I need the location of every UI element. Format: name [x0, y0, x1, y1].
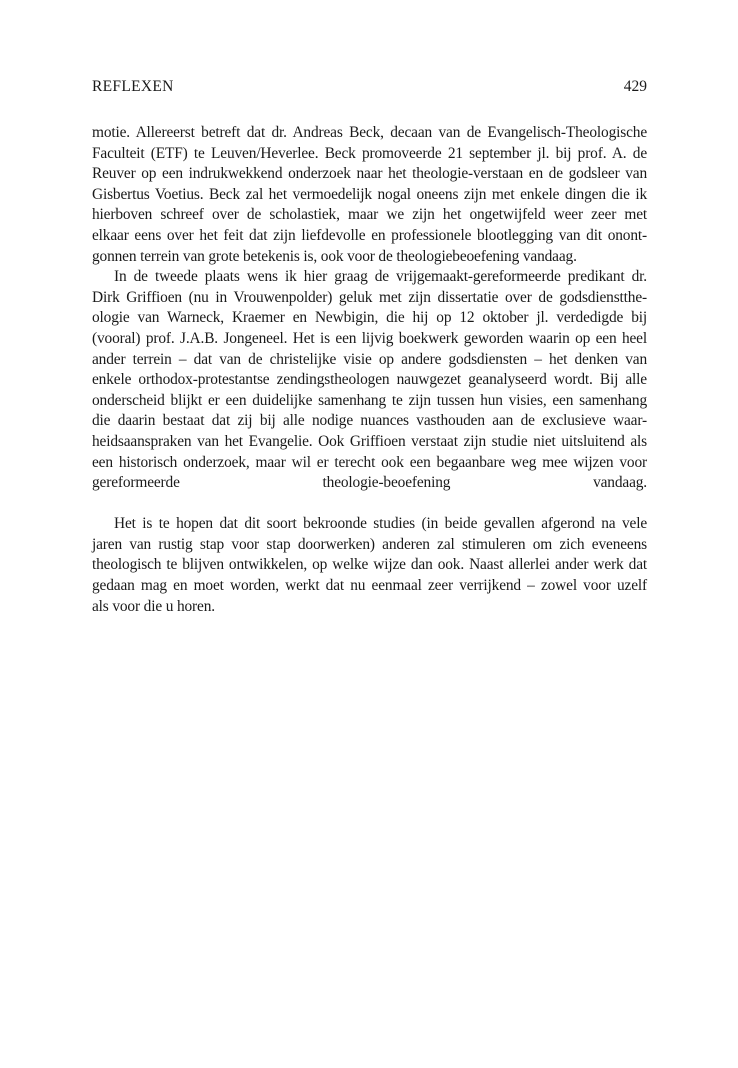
text-line: ologie van Warneck, Kraemer en Newbigin, die hij op 12 oktober jl. verdedigde bij [92, 309, 647, 327]
text-line: elkaar eens over het feit dat zijn liefdevolle en professionele blootlegging van dit onont- [92, 226, 647, 244]
text-line: (vooral) prof. J.A.B. Jongeneel. Het is een lijvig boekwerk geworden waarin op een heel [92, 329, 647, 347]
text-line: heidsaanspraken van het Evangelie. Ook Griffioen verstaat zijn studie niet uitsluitend als [92, 432, 647, 450]
text-line: gedaan mag en moet worden, werkt dat nu eenmaal zeer verrijkend – zowel voor uzelf [92, 577, 647, 595]
page-number: 429 [623, 78, 647, 95]
text-line: Dirk Griffioen (nu in Vrouwenpolder) geluk met zijn dissertatie over de godsdienstthe- [92, 288, 647, 306]
text-line: Reuver op een indrukwekkend onderzoek naar het theologie-verstaan en de godsleer van [92, 165, 647, 183]
paragraph [92, 267, 647, 514]
text-line: jaren van rustig stap voor stap doorwerken) anderen zal stimuleren om zich eveneens [92, 535, 647, 553]
text-line: In de tweede plaats wens ik hier graag de vrijgemaakt-gereformeerde predikant dr. [114, 268, 647, 286]
text-line: gonnen terrein van grote betekenis is, ook voor de theologiebeoefening vandaag. [92, 247, 577, 265]
running-header [92, 78, 647, 98]
text-line [92, 494, 647, 515]
running-title: REFLEXEN [92, 78, 174, 95]
text-line: als voor die u horen. [92, 597, 215, 615]
text-line: onderscheid blijkt er een duidelijke samenhang te zijn tussen hun visies, een samenhang [92, 391, 647, 409]
text-line: Het is te hopen dat dit soort bekroonde studies (in beide gevallen afgerond na vele [114, 515, 647, 533]
text-line: die daarin bestaat dat zij bij alle nodige nuances vasthouden aan de exclusieve waar- [92, 412, 647, 430]
text-line: hierboven schreef over de scholastiek, maar we zijn het ongetwijfeld weer zeer met [92, 206, 647, 224]
text-line: Gisbertus Voetius. Beck zal het vermoedelijk nogal oneens zijn met enkele dingen die ik [92, 185, 647, 203]
paragraph [92, 514, 647, 617]
paragraph [92, 123, 647, 267]
text-line: een historisch onderzoek, maar wil er terecht ook een begaanbare weg mee wijzen voor [92, 453, 647, 471]
body-text [92, 123, 647, 617]
text-line: enkele orthodox-protestantse zendingstheologen nauwgezet geanalyseerd wordt. Bij alle [92, 371, 647, 389]
text-line: gereformeerde theologie-beoefening vandaag. [92, 474, 647, 492]
text-line: ander terrein – dat van de christelijke visie op andere godsdiensten – het denken van [92, 350, 647, 368]
text-line: motie. Allereerst betreft dat dr. Andreas Beck, decaan van de Evangelisch-Theologische [92, 124, 647, 141]
text-line: Faculteit (ETF) te Leuven/Heverlee. Beck promoveerde 21 september jl. bij prof. A. de [92, 144, 647, 162]
text-line: theologisch te blijven ontwikkelen, op welke wijze dan ook. Naast allerlei ander werk dat [92, 556, 647, 574]
